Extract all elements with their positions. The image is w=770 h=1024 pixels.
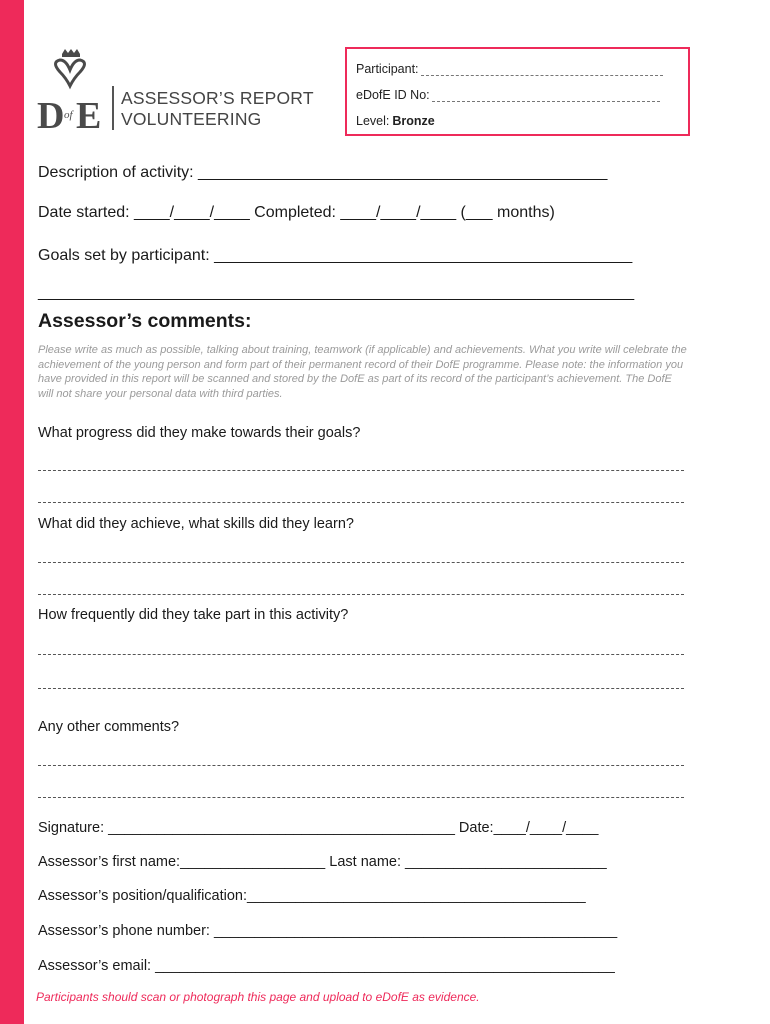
title-divider xyxy=(112,86,114,130)
svg-text:E: E xyxy=(76,95,102,132)
goals-field[interactable]: Goals set by participant: _______________________________________________ xyxy=(38,247,633,264)
answer-line[interactable] xyxy=(38,765,684,766)
answer-line[interactable] xyxy=(38,797,684,798)
level-label: Level: xyxy=(356,114,390,128)
assessor-name-field[interactable]: Assessor’s first name:__________________ Last name: _________________________ xyxy=(38,854,607,870)
assessor-position-field[interactable]: Assessor’s position/qualification:__________________________________________ xyxy=(38,888,586,904)
footer-note: Participants should scan or photograph this page and upload to eDofE as evidence. xyxy=(36,990,480,1004)
accent-sidebar xyxy=(0,0,24,1024)
report-title xyxy=(121,88,314,130)
answer-line[interactable] xyxy=(38,562,684,563)
question-other-comments: Any other comments? xyxy=(38,719,180,735)
answer-line[interactable] xyxy=(38,470,684,471)
question-achievements: What did they achieve, what skills did they learn? xyxy=(38,516,354,532)
title-line-2: VOLUNTEERING xyxy=(121,109,262,129)
answer-line[interactable] xyxy=(38,594,684,595)
goals-field-continued[interactable]: ___________________________________________________________________ xyxy=(38,284,635,301)
svg-text:of: of xyxy=(64,109,73,121)
participant-id-box xyxy=(345,47,690,136)
comments-instructions: Please write as much as possible, talking about training, teamwork (if applicable) and achievements. What you write will celebrate the achievement of the young person and form part of their permanent record of their DofE programme. Please note: the information you have provided in this report will be scanned and stored by the DofE as part of its record of the participant’s achievement. The DofE will not share your personal data with third parties. xyxy=(38,344,687,400)
participant-label: Participant: xyxy=(356,62,419,76)
signature-date-field[interactable]: Signature: ___________________________________________ Date:____/____/____ xyxy=(38,820,599,836)
description-of-activity-field[interactable]: Description of activity: ______________________________________________ xyxy=(38,164,608,181)
dofe-logo xyxy=(36,48,106,132)
question-frequency: How frequently did they take part in this activity? xyxy=(38,607,349,623)
assessor-comments-heading: Assessor’s comments: xyxy=(38,310,252,332)
title-line-1: ASSESSOR’S REPORT xyxy=(121,88,314,108)
answer-line[interactable] xyxy=(38,502,684,503)
edofe-id-field[interactable] xyxy=(432,90,660,102)
edofe-id-label: eDofE ID No: xyxy=(356,88,430,102)
participant-field[interactable] xyxy=(421,64,663,76)
level-value: Bronze xyxy=(392,114,435,128)
dates-field[interactable]: Date started: ____/____/____ Completed: ____/____/____ (___ months) xyxy=(38,204,555,221)
answer-line[interactable] xyxy=(38,654,684,655)
logo-text: D xyxy=(37,95,65,132)
answer-line[interactable] xyxy=(38,688,684,689)
question-progress: What progress did they make towards their goals? xyxy=(38,425,361,441)
assessor-email-field[interactable]: Assessor’s email: _________________________________________________________ xyxy=(38,958,615,974)
assessor-phone-field[interactable]: Assessor’s phone number: __________________________________________________ xyxy=(38,923,618,939)
